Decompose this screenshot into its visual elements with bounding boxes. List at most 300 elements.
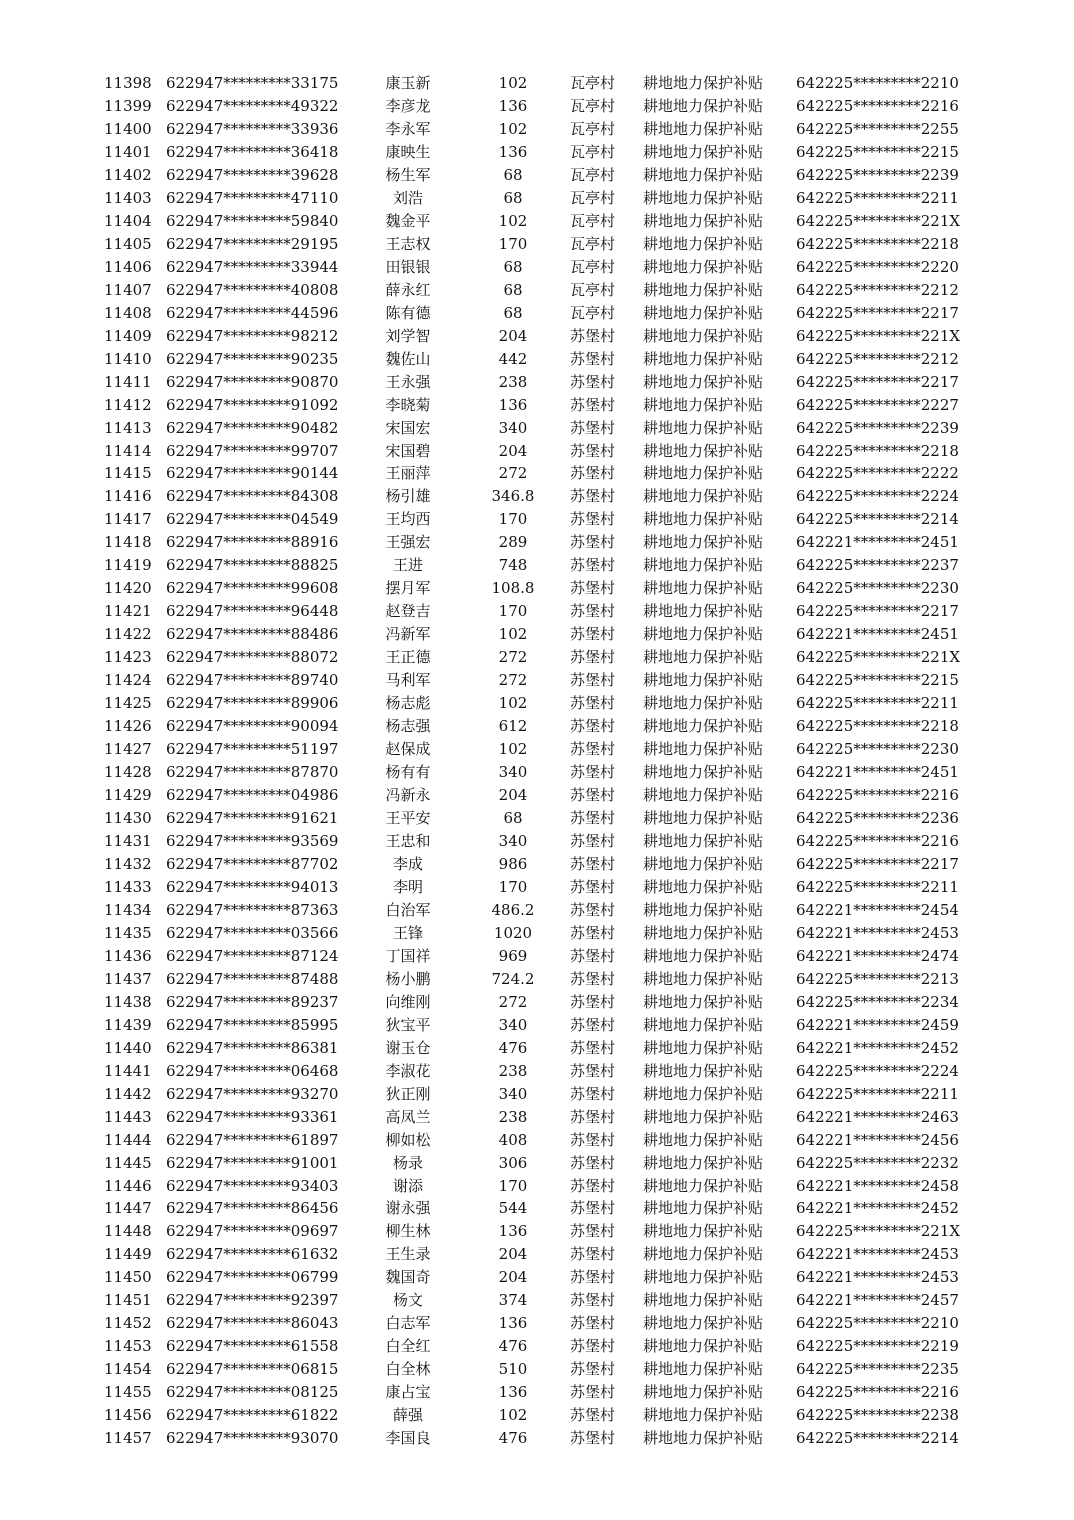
subsidy-type-cell: 耕地地力保护补贴	[643, 579, 764, 598]
subsidy-type-cell: 耕地地力保护补贴	[643, 1015, 764, 1034]
subsidy-type-cell: 耕地地力保护补贴	[643, 694, 764, 713]
serial-number-cell: 11424	[104, 671, 152, 690]
amount-cell: 510	[498, 1360, 528, 1379]
id-number-cell: 642225*********2210	[796, 74, 959, 92]
serial-number-cell: 11457	[104, 1429, 152, 1448]
serial-number-cell: 11417	[104, 510, 152, 529]
id-number-cell: 642221*********2463	[796, 1107, 959, 1126]
name-cell: 杨生军	[385, 165, 431, 184]
subsidy-type-cell: 耕地地力保护补贴	[643, 257, 764, 276]
subsidy-type-cell: 耕地地力保护补贴	[643, 510, 764, 529]
bank-card-cell: 622947*********87363	[166, 900, 339, 919]
id-number-cell: 642221*********2457	[796, 1291, 959, 1310]
subsidy-type-cell: 耕地地力保护补贴	[643, 372, 764, 391]
village-cell: 苏堡村	[570, 1337, 616, 1356]
village-cell: 苏堡村	[570, 900, 616, 919]
bank-card-cell: 622947*********87870	[166, 763, 339, 782]
serial-number-cell: 11440	[104, 1038, 152, 1057]
subsidy-type-cell: 耕地地力保护补贴	[643, 625, 764, 644]
village-cell: 瓦亭村	[570, 119, 616, 138]
bank-card-cell: 622947*********98212	[166, 326, 339, 345]
serial-number-cell: 11452	[104, 1314, 152, 1333]
village-cell: 苏堡村	[570, 694, 616, 713]
serial-number-cell: 11403	[104, 188, 152, 207]
amount-cell: 204	[498, 441, 528, 460]
subsidy-type-cell: 耕地地力保护补贴	[643, 740, 764, 759]
bank-card-cell: 622947*********90235	[166, 349, 339, 368]
amount-cell: 272	[498, 671, 528, 690]
subsidy-type-cell: 耕地地力保护补贴	[643, 648, 764, 667]
village-cell: 苏堡村	[570, 1199, 616, 1218]
bank-card-cell: 622947*********51197	[166, 740, 339, 759]
amount-cell: 442	[498, 349, 528, 368]
name-cell: 刘浩	[392, 188, 423, 207]
amount-cell: 136	[498, 142, 528, 161]
table-row	[0, 577, 1074, 600]
bank-card-cell: 622947*********89906	[166, 694, 339, 713]
village-cell: 苏堡村	[570, 831, 616, 850]
village-cell: 瓦亭村	[570, 142, 616, 161]
amount-cell: 102	[498, 1406, 528, 1425]
amount-cell: 238	[498, 372, 528, 391]
serial-number-cell: 11419	[104, 556, 152, 575]
id-number-cell: 642225*********221X	[796, 1222, 961, 1241]
amount-cell: 68	[503, 188, 523, 207]
serial-number-cell: 11408	[104, 303, 152, 322]
subsidy-type-cell: 耕地地力保护补贴	[643, 1084, 764, 1103]
name-cell: 王志权	[385, 234, 431, 253]
subsidy-type-cell: 耕地地力保护补贴	[643, 1337, 764, 1356]
id-number-cell: 642225*********2211	[796, 694, 959, 713]
serial-number-cell: 11399	[104, 96, 152, 115]
table-row	[0, 991, 1074, 1014]
bank-card-cell: 622947*********61897	[166, 1130, 339, 1149]
id-number-cell: 642225*********2230	[796, 579, 959, 598]
amount-cell: 340	[498, 1015, 528, 1034]
id-number-cell: 642225*********2217	[796, 602, 959, 621]
village-cell: 苏堡村	[570, 1038, 616, 1057]
village-cell: 苏堡村	[570, 1084, 616, 1103]
id-number-cell: 642225*********2218	[796, 441, 959, 460]
id-number-cell: 642225*********2218	[796, 717, 959, 736]
village-cell: 苏堡村	[570, 326, 616, 345]
village-cell: 苏堡村	[570, 349, 616, 368]
name-cell: 王丽萍	[385, 464, 431, 483]
bank-card-cell: 622947*********93569	[166, 831, 339, 850]
bank-card-cell: 622947*********93403	[166, 1176, 339, 1195]
village-cell: 瓦亭村	[570, 165, 616, 184]
table-row	[0, 1335, 1074, 1358]
village-cell: 苏堡村	[570, 1383, 616, 1402]
amount-cell: 68	[503, 303, 523, 322]
table-row	[0, 531, 1074, 554]
bank-card-cell: 622947*********39628	[166, 165, 339, 184]
serial-number-cell: 11400	[104, 119, 152, 138]
amount-cell: 102	[498, 694, 528, 713]
subsidy-type-cell: 耕地地力保护补贴	[643, 877, 764, 896]
amount-cell: 1020	[493, 923, 533, 942]
serial-number-cell: 11446	[104, 1176, 152, 1195]
table-row	[0, 72, 1074, 95]
id-number-cell: 642225*********2235	[796, 1360, 959, 1379]
amount-cell: 238	[498, 1107, 528, 1126]
id-number-cell: 642225*********2239	[796, 418, 959, 437]
table-row	[0, 1427, 1074, 1450]
bank-card-cell: 622947*********90482	[166, 418, 339, 437]
name-cell: 杨志彪	[385, 694, 431, 713]
id-number-cell: 642225*********2217	[796, 303, 959, 322]
table-row	[0, 348, 1074, 371]
subsidy-type-cell: 耕地地力保护补贴	[643, 326, 764, 345]
subsidy-type-cell: 耕地地力保护补贴	[643, 1314, 764, 1333]
id-number-cell: 642221*********2453	[796, 1245, 959, 1264]
subsidy-type-cell: 耕地地力保护补贴	[643, 1429, 764, 1448]
name-cell: 白全林	[385, 1360, 431, 1379]
name-cell: 魏国奇	[385, 1268, 431, 1287]
id-number-cell: 642225*********221X	[796, 211, 961, 230]
amount-cell: 340	[498, 831, 528, 850]
subsidy-type-cell: 耕地地力保护补贴	[643, 1176, 764, 1195]
village-cell: 苏堡村	[570, 969, 616, 988]
village-cell: 瓦亭村	[570, 303, 616, 322]
id-number-cell: 642225*********2216	[796, 786, 959, 805]
name-cell: 宋国宏	[385, 418, 431, 437]
table-row	[0, 462, 1074, 485]
serial-number-cell: 11426	[104, 717, 152, 736]
name-cell: 谢添	[392, 1176, 423, 1195]
village-cell: 苏堡村	[570, 1176, 616, 1195]
table-row	[0, 279, 1074, 302]
id-number-cell: 642221*********2453	[796, 923, 959, 942]
amount-cell: 102	[498, 74, 528, 92]
id-number-cell: 642225*********2222	[796, 464, 959, 483]
bank-card-cell: 622947*********93361	[166, 1107, 339, 1126]
table-row	[0, 1060, 1074, 1083]
subsidy-type-cell: 耕地地力保护补贴	[643, 809, 764, 827]
serial-number-cell: 11410	[104, 349, 152, 368]
serial-number-cell: 11455	[104, 1383, 152, 1402]
serial-number-cell: 11438	[104, 992, 152, 1011]
id-number-cell: 642225*********221X	[796, 326, 961, 345]
id-number-cell: 642221*********2458	[796, 1176, 959, 1195]
id-number-cell: 642225*********2220	[796, 257, 959, 276]
table-row	[0, 922, 1074, 945]
id-number-cell: 642225*********2236	[796, 809, 959, 827]
serial-number-cell: 11430	[104, 809, 152, 827]
serial-number-cell: 11448	[104, 1222, 152, 1241]
village-cell: 苏堡村	[570, 372, 616, 391]
village-cell: 苏堡村	[570, 946, 616, 965]
id-number-cell: 642225*********2211	[796, 188, 959, 207]
village-cell: 苏堡村	[570, 510, 616, 529]
subsidy-type-cell: 耕地地力保护补贴	[643, 303, 764, 322]
bank-card-cell: 622947*********08125	[166, 1383, 339, 1402]
serial-number-cell: 11421	[104, 602, 152, 621]
subsidy-type-cell: 耕地地力保护补贴	[643, 119, 764, 138]
bank-card-cell: 622947*********89740	[166, 671, 339, 690]
serial-number-cell: 11433	[104, 877, 152, 896]
name-cell: 狄宝平	[385, 1015, 431, 1034]
bank-card-cell: 622947*********91621	[166, 809, 339, 827]
amount-cell: 204	[498, 1268, 528, 1287]
table-row	[0, 187, 1074, 210]
serial-number-cell: 11416	[104, 487, 152, 506]
name-cell: 魏金平	[385, 211, 431, 230]
serial-number-cell: 11411	[104, 372, 152, 391]
id-number-cell: 642225*********2230	[796, 740, 959, 759]
serial-number-cell: 11418	[104, 533, 152, 552]
name-cell: 王均西	[385, 510, 431, 529]
id-number-cell: 642225*********2218	[796, 234, 959, 253]
bank-card-cell: 622947*********86456	[166, 1199, 339, 1218]
subsidy-type-cell: 耕地地力保护补贴	[643, 1291, 764, 1310]
subsidy-type-cell: 耕地地力保护补贴	[643, 900, 764, 919]
name-cell: 李淑花	[385, 1061, 431, 1080]
village-cell: 苏堡村	[570, 464, 616, 483]
amount-cell: 272	[498, 648, 528, 667]
subsidy-type-cell: 耕地地力保护补贴	[643, 1130, 764, 1149]
name-cell: 李成	[392, 854, 423, 873]
amount-cell: 68	[503, 165, 523, 184]
amount-cell: 170	[498, 1176, 528, 1195]
amount-cell: 476	[498, 1429, 528, 1448]
subsidy-type-cell: 耕地地力保护补贴	[643, 280, 764, 299]
serial-number-cell: 11450	[104, 1268, 152, 1287]
name-cell: 谢永强	[385, 1199, 431, 1218]
bank-card-cell: 622947*********44596	[166, 303, 339, 322]
subsidy-type-cell: 耕地地力保护补贴	[643, 1268, 764, 1287]
serial-number-cell: 11445	[104, 1153, 152, 1172]
name-cell: 宋国碧	[385, 441, 431, 460]
id-number-cell: 642225*********2234	[796, 992, 959, 1011]
bank-card-cell: 622947*********88825	[166, 556, 339, 575]
serial-number-cell: 11443	[104, 1107, 152, 1126]
name-cell: 王强宏	[385, 533, 431, 552]
table-row	[0, 1152, 1074, 1175]
amount-cell: 289	[498, 533, 528, 552]
table-row	[0, 1014, 1074, 1037]
amount-cell: 204	[498, 1245, 528, 1264]
serial-number-cell: 11453	[104, 1337, 152, 1356]
id-number-cell: 642225*********2214	[796, 510, 959, 529]
name-cell: 冯新永	[385, 786, 431, 805]
id-number-cell: 642221*********2474	[796, 946, 959, 965]
name-cell: 薛永红	[385, 280, 431, 299]
name-cell: 谢玉仓	[385, 1038, 431, 1057]
table-row	[0, 118, 1074, 141]
village-cell: 苏堡村	[570, 1061, 616, 1080]
serial-number-cell: 11442	[104, 1084, 152, 1103]
table-row	[0, 830, 1074, 853]
serial-number-cell: 11401	[104, 142, 152, 161]
subsidy-type-cell: 耕地地力保护补贴	[643, 1360, 764, 1379]
serial-number-cell: 11435	[104, 923, 152, 942]
village-cell: 苏堡村	[570, 487, 616, 506]
amount-cell: 102	[498, 625, 528, 644]
subsidy-type-cell: 耕地地力保护补贴	[643, 211, 764, 230]
serial-number-cell: 11420	[104, 579, 152, 598]
table-row	[0, 1289, 1074, 1312]
name-cell: 王进	[392, 556, 423, 575]
name-cell: 王正德	[385, 648, 431, 667]
serial-number-cell: 11441	[104, 1061, 152, 1080]
serial-number-cell: 11404	[104, 211, 152, 230]
name-cell: 李国良	[385, 1429, 431, 1448]
name-cell: 刘学智	[385, 326, 431, 345]
amount-cell: 408	[498, 1130, 528, 1149]
amount-cell: 102	[498, 740, 528, 759]
table-row	[0, 945, 1074, 968]
bank-card-cell: 622947*********04549	[166, 510, 339, 529]
bank-card-cell: 622947*********47110	[166, 188, 339, 207]
amount-cell: 306	[498, 1153, 528, 1172]
village-cell: 瓦亭村	[570, 280, 616, 299]
bank-card-cell: 622947*********99707	[166, 441, 339, 460]
amount-cell: 204	[498, 786, 528, 805]
name-cell: 李彦龙	[385, 96, 431, 115]
table-row	[0, 1106, 1074, 1129]
amount-cell: 136	[498, 1314, 528, 1333]
table-row	[0, 692, 1074, 715]
id-number-cell: 642225*********2215	[796, 671, 959, 690]
amount-cell: 136	[498, 96, 528, 115]
village-cell: 苏堡村	[570, 1153, 616, 1172]
table-row	[0, 1404, 1074, 1427]
amount-cell: 170	[498, 510, 528, 529]
table-row	[0, 302, 1074, 325]
table-row	[0, 1129, 1074, 1152]
serial-number-cell: 11437	[104, 969, 152, 988]
name-cell: 摆月军	[385, 579, 431, 598]
id-number-cell: 642225*********2214	[796, 1429, 959, 1448]
subsidy-type-cell: 耕地地力保护补贴	[643, 671, 764, 690]
serial-number-cell: 11436	[104, 946, 152, 965]
serial-number-cell: 11405	[104, 234, 152, 253]
village-cell: 苏堡村	[570, 625, 616, 644]
bank-card-cell: 622947*********87124	[166, 946, 339, 965]
serial-number-cell: 11432	[104, 854, 152, 873]
name-cell: 杨小鹏	[385, 969, 431, 988]
table-row	[0, 968, 1074, 991]
subsidy-type-cell: 耕地地力保护补贴	[643, 992, 764, 1011]
amount-cell: 272	[498, 464, 528, 483]
subsidy-type-cell: 耕地地力保护补贴	[643, 464, 764, 483]
subsidy-type-cell: 耕地地力保护补贴	[643, 1061, 764, 1080]
id-number-cell: 642225*********2216	[796, 1383, 959, 1402]
bank-card-cell: 622947*********06799	[166, 1268, 339, 1287]
serial-number-cell: 11431	[104, 831, 152, 850]
serial-number-cell: 11406	[104, 257, 152, 276]
table-row	[0, 141, 1074, 164]
village-cell: 苏堡村	[570, 992, 616, 1011]
id-number-cell: 642221*********2451	[796, 763, 959, 782]
bank-card-cell: 622947*********91001	[166, 1153, 339, 1172]
village-cell: 苏堡村	[570, 1107, 616, 1126]
table-row	[0, 1381, 1074, 1404]
id-number-cell: 642225*********2217	[796, 854, 959, 873]
village-cell: 苏堡村	[570, 1360, 616, 1379]
name-cell: 康映生	[385, 142, 431, 161]
bank-card-cell: 622947*********87702	[166, 854, 339, 873]
id-number-cell: 642225*********2255	[796, 119, 959, 138]
subsidy-type-cell: 耕地地力保护补贴	[643, 602, 764, 621]
table-row	[0, 325, 1074, 348]
subsidy-type-cell: 耕地地力保护补贴	[643, 1383, 764, 1402]
name-cell: 李晓菊	[385, 395, 431, 414]
id-number-cell: 642225*********221X	[796, 648, 961, 667]
table-row	[0, 853, 1074, 876]
id-number-cell: 642221*********2454	[796, 900, 959, 919]
name-cell: 丁国祥	[385, 946, 431, 965]
village-cell: 瓦亭村	[570, 188, 616, 207]
table-row	[0, 485, 1074, 508]
bank-card-cell: 622947*********49322	[166, 96, 339, 115]
amount-cell: 748	[498, 556, 528, 575]
table-row	[0, 164, 1074, 187]
village-cell: 苏堡村	[570, 1314, 616, 1333]
village-cell: 瓦亭村	[570, 74, 616, 92]
table-row	[0, 1037, 1074, 1060]
bank-card-cell: 622947*********94013	[166, 877, 339, 896]
table-row	[0, 738, 1074, 761]
village-cell: 苏堡村	[570, 1222, 616, 1241]
village-cell: 苏堡村	[570, 809, 616, 827]
name-cell: 康占宝	[385, 1383, 431, 1402]
name-cell: 白治军	[385, 900, 431, 919]
bank-card-cell: 622947*********86381	[166, 1038, 339, 1057]
name-cell: 赵登吉	[385, 602, 431, 621]
amount-cell: 374	[498, 1291, 528, 1310]
table-row	[0, 371, 1074, 394]
village-cell: 苏堡村	[570, 1130, 616, 1149]
amount-cell: 102	[498, 119, 528, 138]
serial-number-cell: 11447	[104, 1199, 152, 1218]
subsidy-type-cell: 耕地地力保护补贴	[643, 1153, 764, 1172]
bank-card-cell: 622947*********90094	[166, 717, 339, 736]
village-cell: 苏堡村	[570, 418, 616, 437]
bank-card-cell: 622947*********93070	[166, 1429, 339, 1448]
subsidy-type-cell: 耕地地力保护补贴	[643, 395, 764, 414]
subsidy-type-cell: 耕地地力保护补贴	[643, 1406, 764, 1425]
village-cell: 苏堡村	[570, 717, 616, 736]
bank-card-cell: 622947*********88916	[166, 533, 339, 552]
table-row	[0, 394, 1074, 417]
name-cell: 狄正刚	[385, 1084, 431, 1103]
name-cell: 柳如松	[385, 1130, 431, 1149]
id-number-cell: 642225*********2211	[796, 1084, 959, 1103]
name-cell: 王生录	[385, 1245, 431, 1264]
amount-cell: 724.2	[491, 969, 535, 988]
id-number-cell: 642225*********2215	[796, 142, 959, 161]
subsidy-type-cell: 耕地地力保护补贴	[643, 1038, 764, 1057]
table-row	[0, 210, 1074, 233]
bank-card-cell: 622947*********59840	[166, 211, 339, 230]
bank-card-cell: 622947*********61558	[166, 1337, 339, 1356]
id-number-cell: 642225*********2224	[796, 487, 959, 506]
subsidy-type-cell: 耕地地力保护补贴	[643, 969, 764, 988]
bank-card-cell: 622947*********90870	[166, 372, 339, 391]
serial-number-cell: 11439	[104, 1015, 152, 1034]
subsidy-type-cell: 耕地地力保护补贴	[643, 165, 764, 184]
serial-number-cell: 11427	[104, 740, 152, 759]
bank-card-cell: 622947*********99608	[166, 579, 339, 598]
amount-cell: 108.8	[491, 579, 535, 598]
name-cell: 王平安	[385, 809, 431, 827]
amount-cell: 346.8	[491, 487, 535, 506]
name-cell: 陈有德	[385, 303, 431, 322]
table-row	[0, 1197, 1074, 1220]
subsidy-type-cell: 耕地地力保护补贴	[643, 831, 764, 850]
